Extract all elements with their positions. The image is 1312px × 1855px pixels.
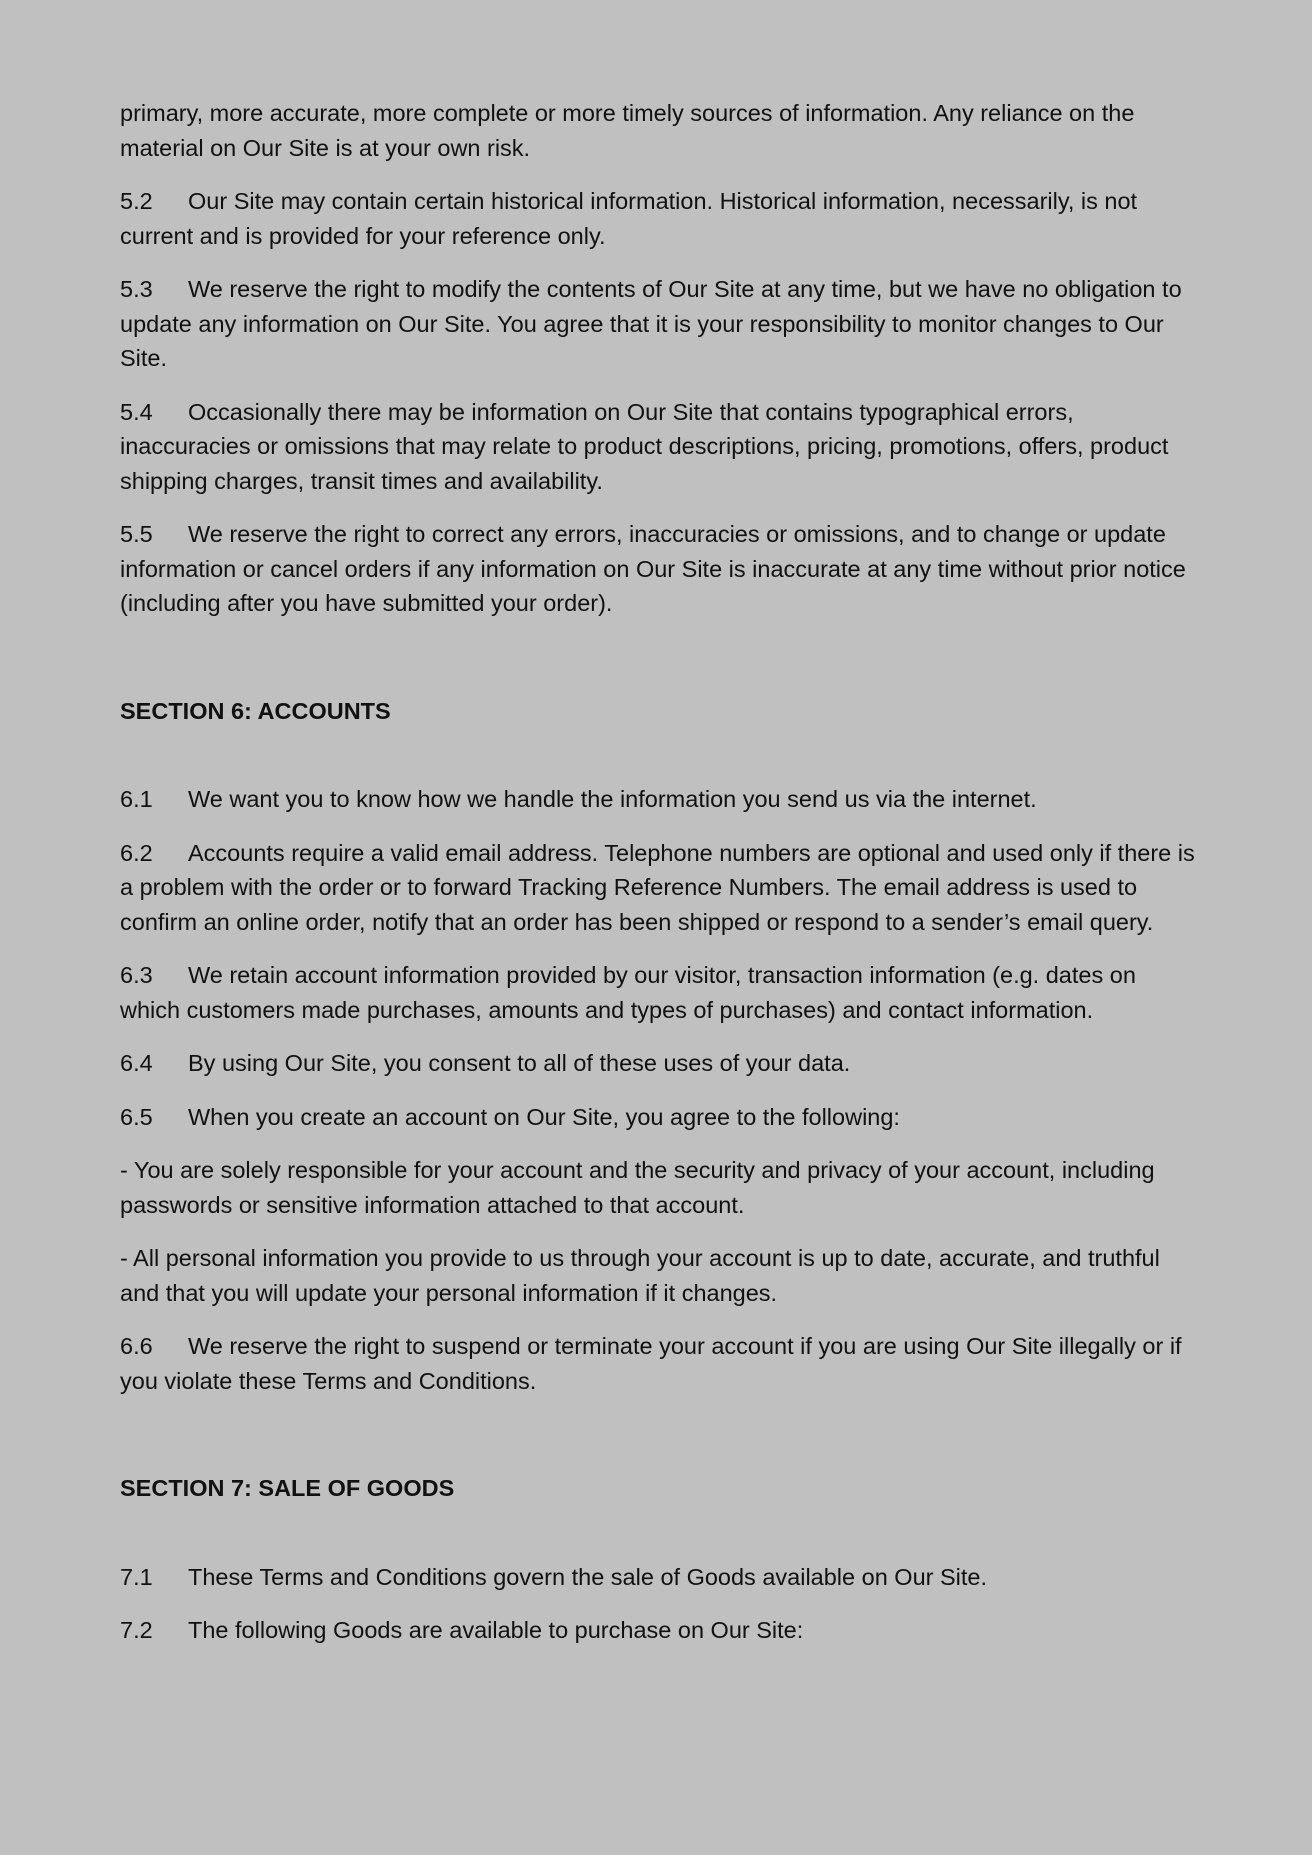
- clause-6-3: [120, 958, 1200, 1027]
- document-page: [120, 96, 1200, 1667]
- clause-number: 6.2: [120, 839, 153, 866]
- clause-text: We want you to know how we handle the information you send us via the internet.: [188, 786, 1037, 812]
- section-6-heading: SECTION 6: ACCOUNTS: [120, 697, 391, 724]
- clause-text: We reserve the right to suspend or terminate your account if you are using Our Site illegally or if you violate these Terms and Conditions.: [120, 1333, 1182, 1394]
- clause-number: 5.2: [120, 188, 153, 214]
- clause-7-1: [120, 1560, 1200, 1595]
- clause-text: Accounts require a valid email address. Telephone numbers are optional and used only if there is a problem with the order or to forward Tracking Reference Numbers. The email address is used to confirm an online order, notify that an order has been shipped or respond to a sender’s email query.: [120, 839, 1195, 935]
- clause-5-5: [120, 517, 1200, 621]
- clause-number: 5.3: [120, 276, 153, 302]
- clause-text: By using Our Site, you consent to all of these uses of your data.: [188, 1050, 851, 1076]
- clause-number: 6.6: [120, 1333, 153, 1359]
- clause-6-6: [120, 1329, 1200, 1398]
- clause-5-4: [120, 395, 1200, 499]
- clause-number: 7.2: [120, 1617, 153, 1643]
- clause-7-2: [120, 1613, 1200, 1648]
- clause-number: 6.4: [120, 1050, 153, 1076]
- spacer: [120, 1506, 1200, 1560]
- intro-paragraph: primary, more accurate, more complete or more timely sources of information. Any reliance on the material on Our Site is at your own risk.: [120, 100, 1135, 161]
- clause-text: We reserve the right to modify the contents of Our Site at any time, but we have no obligation to update any information on Our Site. You agree that it is your responsibility to monitor changes to Our Site.: [120, 276, 1182, 371]
- clause-number: 6.5: [120, 1103, 153, 1130]
- list-item: - All personal information you provide to us through your account is up to date, accurate, and truthful and that you will update your personal information if it changes.: [120, 1245, 1160, 1306]
- clause-6-2: [120, 836, 1200, 940]
- section-7-heading: SECTION 7: SALE OF GOODS: [120, 1475, 455, 1501]
- clause-text: We retain account information provided by our visitor, transaction information (e.g. dates on which customers made purchases, amounts and types of purchases) and contact information.: [120, 962, 1136, 1023]
- clause-5-3: [120, 272, 1200, 376]
- spacer: [120, 1417, 1200, 1471]
- clause-text: These Terms and Conditions govern the sale of Goods available on Our Site.: [188, 1563, 988, 1590]
- spacer: [120, 640, 1200, 694]
- clause-text: We reserve the right to correct any errors, inaccuracies or omissions, and to change or update information or cancel orders if any information on Our Site is inaccurate at any time without prior notice (including after you have submitted your order).: [120, 521, 1186, 616]
- clause-6-4: [120, 1046, 1200, 1081]
- clause-5-2: [120, 184, 1200, 253]
- list-item: - You are solely responsible for your account and the security and privacy of your account, including passwords or sensitive information attached to that account.: [120, 1157, 1155, 1218]
- spacer: [120, 728, 1200, 782]
- clause-6-1: [120, 782, 1200, 817]
- clause-number: 7.1: [120, 1563, 153, 1590]
- clause-number: 6.1: [120, 786, 153, 812]
- clause-number: 5.5: [120, 521, 153, 547]
- clause-number: 5.4: [120, 398, 153, 425]
- clause-text: Occasionally there may be information on Our Site that contains typographical errors, inaccuracies or omissions that may relate to product descriptions, pricing, promotions, offers, product shipping charges, transit times and availability.: [120, 398, 1169, 494]
- clause-text: The following Goods are available to purchase on Our Site:: [188, 1617, 804, 1643]
- clause-text: Our Site may contain certain historical information. Historical information, necessarily, is not current and is provided for your reference only.: [120, 188, 1138, 249]
- clause-number: 6.3: [120, 962, 153, 988]
- clause-6-5: [120, 1100, 1200, 1135]
- clause-text: When you create an account on Our Site, you agree to the following:: [188, 1103, 900, 1130]
